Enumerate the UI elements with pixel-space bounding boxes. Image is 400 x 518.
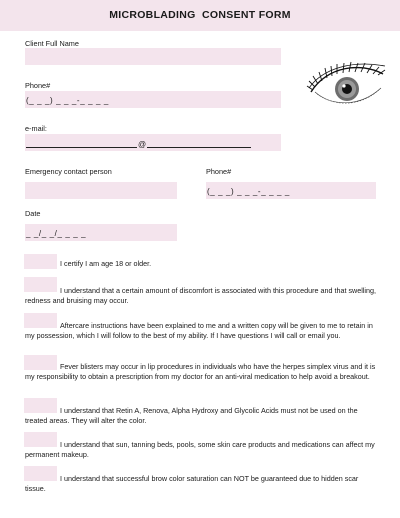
email-label: e-mail: — [25, 124, 47, 133]
date-placeholder: _ _/_ _/_ _ _ _ — [26, 229, 87, 238]
client-name-label: Client Full Name — [25, 39, 79, 48]
statement-6: I understand that sun, tanning beds, pools, some skin care products and medications can affect my permanent makeup. — [25, 440, 375, 459]
email-user-line — [26, 147, 137, 148]
statement-4: Fever blisters may occur in lip procedures in individuals who have the herpes simplex virus and it is my responsibility to obtain a prescription from my doctor for an anti-viral medication to help avoid a breakout. — [25, 362, 376, 381]
client-name-field[interactable] — [25, 48, 281, 65]
statement-2: I understand that a certain amount of discomfort is associated with this procedure and that swelling, redness and bruising may occur. — [25, 286, 377, 305]
emergency-contact-label: Emergency contact person — [25, 167, 112, 176]
emergency-contact-field[interactable] — [25, 182, 177, 199]
statement-3: Aftercare instructions have been explained to me and a written copy will be given to me to retain in my possession, which I will follow to the best of my ability. If I have questions I will call or email you. — [25, 321, 373, 340]
phone-label: Phone# — [25, 81, 51, 90]
phone-placeholder: (_ _ _) _ _ _-_ _ _ _ — [26, 96, 109, 105]
statement-7: I understand that successful brow color saturation can NOT be guaranteed due to hidden scar tissue. — [25, 474, 359, 493]
eye-icon — [303, 52, 387, 112]
emergency-phone-placeholder: (_ _ _) _ _ _-_ _ _ _ — [207, 187, 290, 196]
email-at-sign: @ — [138, 140, 147, 149]
statement-5: I understand that Retin A, Renova, Alpha Hydroxy and Glycolic Acids must not be used on the treated areas. They will alter the color. — [25, 406, 358, 425]
date-label: Date — [25, 209, 41, 218]
statement-1: I certify I am age 18 or older. — [60, 259, 152, 268]
form-title: MICROBLADING CONSENT FORM — [109, 9, 291, 21]
emergency-phone-label: Phone# — [206, 167, 232, 176]
email-domain-line — [147, 147, 251, 148]
email-field[interactable] — [25, 134, 281, 151]
